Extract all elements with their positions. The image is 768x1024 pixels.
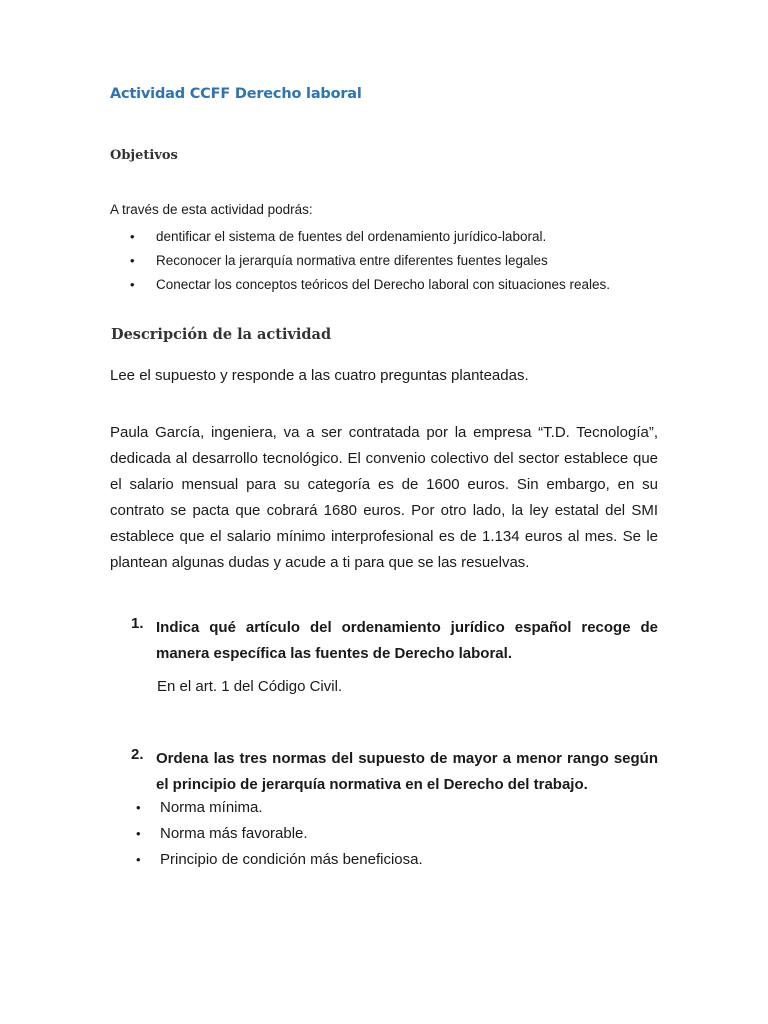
answer-2-list [136, 799, 423, 877]
list-item [130, 229, 610, 253]
instruction-text: Lee el supuesto y responde a las cuatro preguntas planteadas. [110, 367, 529, 384]
document-title: Actividad CCFF Derecho laboral [110, 86, 362, 102]
list-item [130, 253, 610, 277]
question-text: Ordena las tres normas del supuesto de mayor a menor rango según el principio de jerarquía normativa en el Derecho del trabajo. [156, 750, 658, 793]
question-text: Indica qué artículo del ordenamiento jurídico español recoge de manera específica las fuentes de Derecho laboral. [156, 619, 658, 662]
bullet-icon: • [136, 826, 141, 841]
question-1 [131, 615, 658, 667]
supuesto-paragraph: Paula García, ingeniera, va a ser contratada por la empresa “T.D. Tecnología”, dedicada al desarrollo tecnológico. El convenio colectivo del sector establece que el salario mensual para su categoría es de 1600 euros. Sin embargo, en su contrato se pacta que cobrará 1680 euros. Por otro lado, la ley estatal del SMI establece que el salario mínimo interprofesional es de 1.134 euros al mes. Se le plantean algunas dudas y acude a ti para que se las resuelvas. [110, 424, 658, 571]
list-item [136, 825, 423, 851]
bullet-icon: • [136, 800, 141, 815]
answer-text: Norma más favorable. [160, 825, 308, 842]
answer-1: En el art. 1 del Código Civil. [157, 678, 343, 695]
objetivos-list [130, 229, 610, 301]
question-2 [131, 746, 658, 798]
objetivo-text: Conectar los conceptos teóricos del Derecho laboral con situaciones reales. [156, 277, 610, 292]
bullet-icon: • [130, 229, 135, 244]
list-item [136, 851, 423, 877]
question-number: 2. [131, 746, 144, 763]
answer-text: Principio de condición más beneficiosa. [160, 851, 423, 868]
answer-text: Norma mínima. [160, 799, 263, 816]
list-item [136, 799, 423, 825]
list-item [130, 277, 610, 301]
question-number: 1. [131, 615, 144, 632]
objetivos-heading: Objetivos [110, 148, 178, 163]
bullet-icon: • [130, 277, 135, 292]
objetivos-intro: A través de esta actividad podrás: [110, 202, 313, 217]
objetivo-text: Reconocer la jerarquía normativa entre diferentes fuentes legales [156, 253, 548, 268]
bullet-icon: • [136, 852, 141, 867]
bullet-icon: • [130, 253, 135, 268]
objetivo-text: dentificar el sistema de fuentes del ordenamiento jurídico-laboral. [156, 229, 547, 244]
descripcion-heading: Descripción de la actividad [111, 326, 332, 343]
